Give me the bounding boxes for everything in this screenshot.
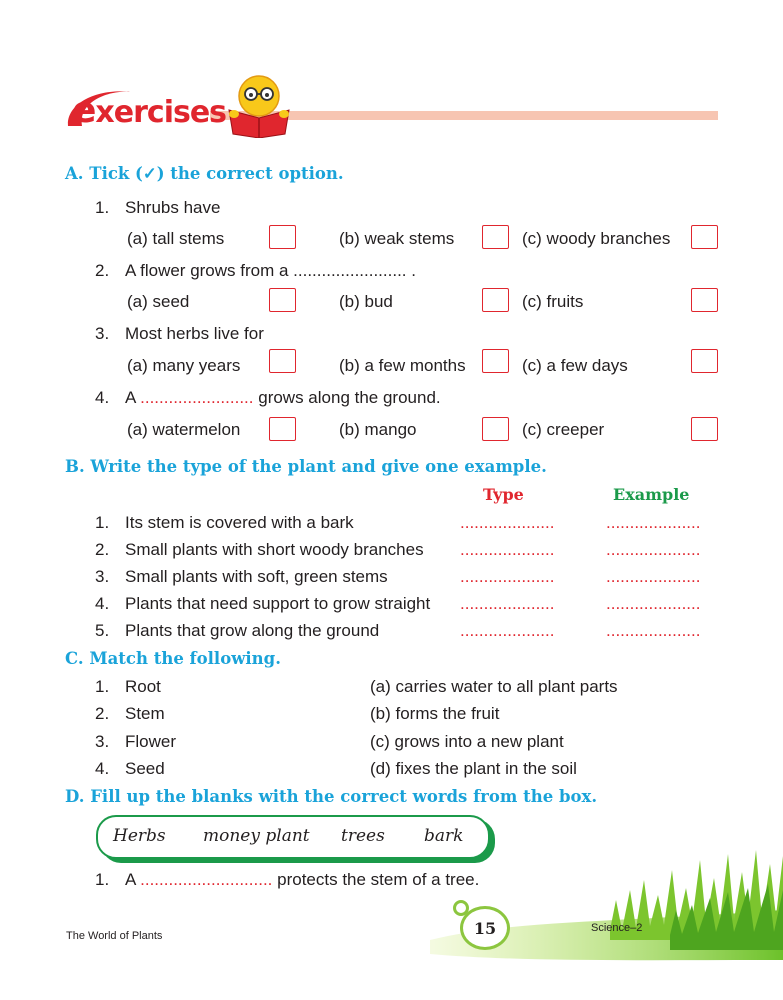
tick-box[interactable] [691, 349, 718, 373]
section-a-title: A. Tick (✓) the correct option. [65, 164, 344, 183]
tick-box[interactable] [691, 417, 718, 441]
example-blank[interactable]: .................... [606, 567, 701, 586]
example-blank[interactable]: .................... [606, 513, 701, 532]
match-left-number: 3. [95, 732, 110, 751]
tick-box[interactable] [269, 288, 296, 312]
type-blank[interactable]: .................... [460, 594, 555, 613]
match-left-item[interactable]: Root [125, 677, 161, 696]
section-c-title: C. Match the following. [65, 649, 281, 668]
fill-blank[interactable]: ............................ [140, 870, 273, 889]
match-left-item[interactable]: Seed [125, 759, 165, 778]
question-stem: Shrubs have [125, 198, 221, 217]
question-number: 1. [95, 198, 110, 217]
page-number: 15 [473, 919, 497, 938]
row-text: Its stem is covered with a bark [125, 513, 354, 532]
word-option: Herbs [113, 826, 166, 846]
tick-box[interactable] [691, 288, 718, 312]
tick-box[interactable] [482, 288, 509, 312]
tick-box[interactable] [269, 349, 296, 373]
option-b: (b) mango [339, 420, 417, 439]
exercises-title: exercises [72, 90, 227, 131]
type-blank[interactable]: .................... [460, 567, 555, 586]
type-blank[interactable]: .................... [460, 540, 555, 559]
tick-box[interactable] [269, 417, 296, 441]
row-text: Small plants with short woody branches [125, 540, 424, 559]
row-number: 4. [95, 594, 110, 613]
match-right-item[interactable]: (a) carries water to all plant parts [370, 677, 618, 696]
row-text: Plants that need support to grow straight [125, 594, 431, 613]
option-b: (b) weak stems [339, 229, 455, 248]
column-example-header: Example [613, 485, 690, 504]
match-right-item[interactable]: (d) fixes the plant in the soil [370, 759, 577, 778]
option-a: (a) seed [127, 292, 190, 311]
tick-box[interactable] [691, 225, 718, 249]
option-a: (a) many years [127, 356, 241, 375]
option-a: (a) tall stems [127, 229, 225, 248]
option-c: (c) creeper [522, 420, 605, 439]
question-number: 3. [95, 324, 110, 343]
row-number: 2. [95, 540, 110, 559]
section-b-title: B. Write the type of the plant and give one example. [65, 457, 547, 476]
type-blank[interactable]: .................... [460, 621, 555, 640]
row-text: Small plants with soft, green stems [125, 567, 388, 586]
example-blank[interactable]: .................... [606, 594, 701, 613]
option-c: (c) woody branches [522, 229, 671, 248]
question-number: 1. [95, 870, 110, 889]
exercises-header [60, 78, 720, 158]
question-number: 2. [95, 261, 110, 280]
match-left-number: 2. [95, 704, 110, 723]
word-option: bark [424, 826, 464, 846]
match-left-item[interactable]: Flower [125, 732, 177, 751]
word-option: money plant [203, 826, 310, 846]
row-text: Plants that grow along the ground [125, 621, 380, 640]
example-blank[interactable]: .................... [606, 540, 701, 559]
type-blank[interactable]: .................... [460, 513, 555, 532]
question-number: 4. [95, 388, 110, 407]
question-stem: Most herbs live for [125, 324, 264, 343]
option-b: (b) bud [339, 292, 393, 311]
footer-subject: Science–2 [591, 922, 643, 934]
fill-blank-sentence: A ............................ protects the stem of a tree. [125, 870, 480, 889]
match-left-number: 4. [95, 759, 110, 778]
footer-chapter: The World of Plants [66, 930, 163, 942]
match-right-item[interactable]: (c) grows into a new plant [370, 732, 564, 751]
tick-box[interactable] [269, 225, 296, 249]
tick-box[interactable] [482, 349, 509, 373]
example-blank[interactable]: .................... [606, 621, 701, 640]
column-type-header: Type [483, 485, 524, 504]
row-number: 3. [95, 567, 110, 586]
tick-box[interactable] [482, 225, 509, 249]
match-left-number: 1. [95, 677, 110, 696]
option-c: (c) a few days [522, 356, 628, 375]
row-number: 1. [95, 513, 110, 532]
option-a: (a) watermelon [127, 420, 241, 439]
option-c: (c) fruits [522, 292, 584, 311]
section-d-title: D. Fill up the blanks with the correct words from the box. [65, 787, 598, 806]
word-option: trees [341, 826, 385, 846]
question-stem: A flower grows from a ........................ . [125, 261, 416, 280]
match-right-item[interactable]: (b) forms the fruit [370, 704, 500, 723]
tick-box[interactable] [482, 417, 509, 441]
question-stem: A ........................ grows along the ground. [125, 388, 441, 407]
reading-smiley-icon [223, 74, 295, 138]
match-left-item[interactable]: Stem [125, 704, 165, 723]
page-number-badge-dot [453, 900, 469, 916]
option-b: (b) a few months [339, 356, 466, 375]
row-number: 5. [95, 621, 110, 640]
